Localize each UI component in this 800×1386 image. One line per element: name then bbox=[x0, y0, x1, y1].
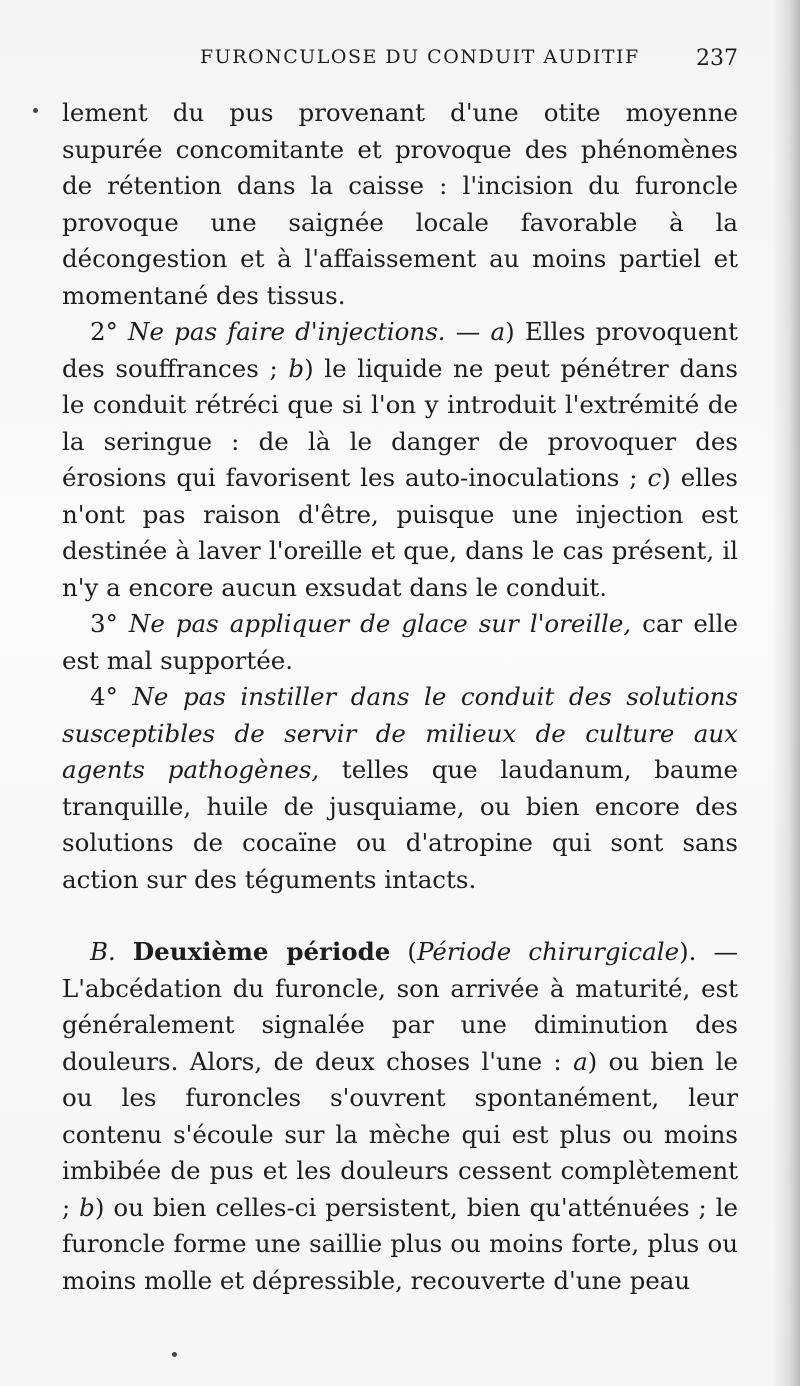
running-title: FURONCULOSE DU CONDUIT AUDITIF bbox=[200, 46, 640, 68]
section-letter: B. bbox=[90, 937, 116, 966]
item-number: 3° bbox=[90, 609, 118, 638]
bottom-dot bbox=[172, 1352, 177, 1357]
section-title: Deuxième période bbox=[132, 937, 391, 966]
section-subtitle: Période chirurgicale bbox=[416, 937, 680, 966]
page-edge-shadow bbox=[772, 0, 800, 1386]
paragraph-item-3: 3° Ne pas appliquer de glace sur l'oreille, car elle est mal supportée. bbox=[62, 609, 738, 675]
paragraph-item-2: 2° Ne pas faire d'injections. — a) Elles provoquent des souffrances ; b) le liquide ne peut pénétrer dans le conduit rétréci que si l'on y introduit l'extrémité de la seringue : de là le danger de provoquer des érosions qui favorisent les auto-inoculations ; c) elles n'ont pas raison d'être, puisque une injection est destinée à laver l'oreille et que, dans le cas présent, il n'y a encore aucun exsudat dans le conduit. bbox=[62, 317, 738, 602]
paragraph-section-b: B. Deuxième période (Période chirurgicale). — L'abcédation du furoncle, son arrivée à maturité, est généralement signalée par une diminution des douleurs. Alors, de deux choses l'une : a) ou bien le ou les furoncles s'ouvrent spontanément, leur contenu s'écoule sur la mèche qui est plus ou moins imbibée de pus et les douleurs cessent complètement ; b) ou bien celles-ci persistent, bien qu'atténuées ; le furoncle forme une saillie plus ou moins forte, plus ou moins molle et dépressible, recouverte d'une peau bbox=[62, 937, 738, 1295]
paragraph-continuation: lement du pus provenant d'une otite moyenne supurée concomitante et provoque des phénomènes de rétention dans la caisse : l'incision du furoncle provoque une saignée locale favorable à la décongestion et à l'affaissement au moins partiel et momentané des tissus. bbox=[62, 98, 738, 310]
item-number: 4° bbox=[90, 682, 118, 711]
paragraph-item-4: 4° Ne pas instiller dans le conduit des solutions susceptibles de servir de milieux de culture aux agents pathogènes, telles que laudanum, baume tranquille, huile de jusquiame, ou bien encore des solutions de cocaïne ou d'atropine qui sont sans action sur des téguments intacts. bbox=[62, 682, 739, 894]
item-title: Ne pas faire d'injections. bbox=[128, 317, 446, 346]
page-number: 237 bbox=[696, 46, 738, 71]
item-title: Ne pas appliquer de glace sur l'oreille, bbox=[128, 609, 632, 638]
item-number: 2° bbox=[90, 317, 118, 346]
margin-dot bbox=[33, 108, 38, 113]
page-header bbox=[62, 46, 738, 76]
page-body bbox=[62, 95, 738, 1299]
item-title: Ne pas instiller dans le conduit des solutions susceptibles de servir de milieux de culture aux agents pathogènes, bbox=[62, 682, 738, 784]
